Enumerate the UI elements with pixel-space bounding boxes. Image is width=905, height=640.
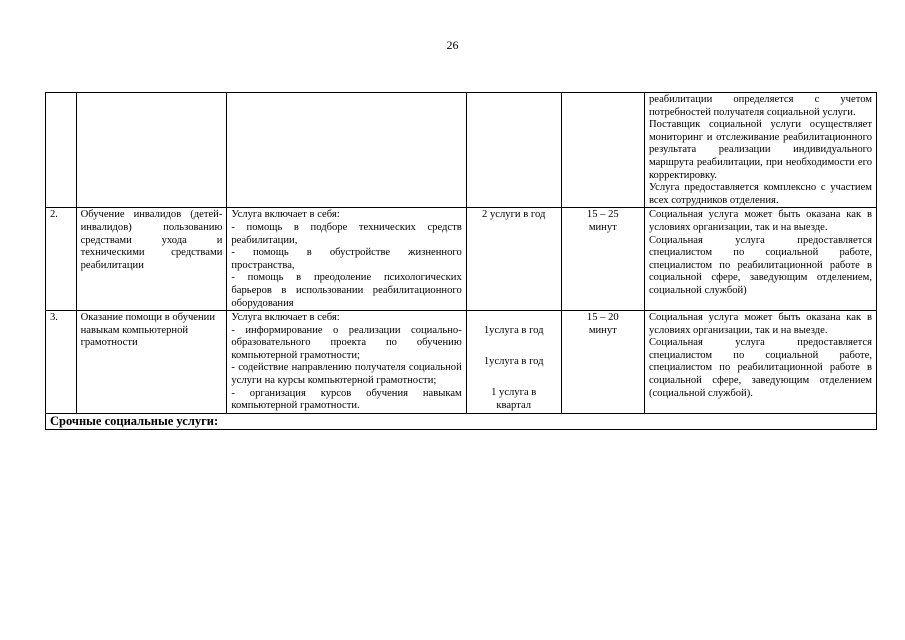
- volume-line: 2 услуги в год: [482, 209, 546, 221]
- section-heading-row: [46, 413, 877, 429]
- cell-number: [46, 93, 77, 208]
- cell-volume: [466, 93, 561, 208]
- conditions-paragraph: реабилитации определяется с учетом потребностей получателя социальной услуги.: [648, 94, 872, 118]
- volume-line: 1 услуга в квартал: [491, 387, 537, 412]
- content-line: - помощь в подборе технических средств реабилитации,: [231, 221, 462, 246]
- content-line: - помощь в обустройстве жизненного пространства,: [231, 247, 462, 271]
- cell-name: Оказание помощи в обучении навыкам компьютерной грамотности: [76, 311, 227, 414]
- volume-line: 1услуга в год: [483, 325, 544, 337]
- section-heading: Срочные социальные услуги:: [46, 413, 877, 429]
- cell-name: [76, 93, 227, 208]
- cell-content: [227, 208, 466, 311]
- conditions-paragraph: Социальная услуга может быть оказана как в условиях организации, так и на выезде.: [648, 209, 872, 233]
- content-line: - помощь в преодоление психологических барьеров в использовании реабилитационного оборудования: [231, 272, 462, 309]
- cell-content: [227, 311, 466, 414]
- cell-time: [561, 93, 644, 208]
- cell-conditions: [644, 208, 876, 311]
- content-line: - организация курсов обучения навыкам компьютерной грамотности.: [231, 387, 462, 412]
- cell-time: [561, 208, 644, 311]
- cell-conditions: [644, 311, 876, 414]
- conditions-paragraph: Поставщик социальной услуги осуществляет мониторинг и отслеживание реабилитационного результата реализации индивидуального маршрута реабилитации, при необходимости его корректировку.: [648, 119, 872, 181]
- conditions-paragraph: Услуга предоставляется комплексно с участием всех сотрудников отделения.: [648, 182, 872, 206]
- content-line: - содействие направлению получателя социальной услуги на курсы компьютерной грамотности;: [231, 362, 462, 387]
- time-value: 15 – 20 минут: [586, 312, 619, 336]
- table-row-3: [46, 311, 877, 414]
- services-table: [45, 92, 877, 430]
- volume-line: 1услуга в год: [483, 356, 544, 368]
- cell-name: Обучение инвалидов (детей-инвалидов) пользованию средствами ухода и техническими средствами реабилитации: [76, 208, 227, 311]
- conditions-paragraph: Социальная услуга предоставляется специалистом по социальной работе, специалистом по реабилитационной работе в социальной сфере, заведующим отделением (социальной службой).: [648, 337, 872, 399]
- table-row-continuation: [46, 93, 877, 208]
- cell-number: 2.: [46, 208, 77, 311]
- conditions-paragraph: Социальная услуга может быть оказана как в условиях организации, так и на выезде.: [648, 312, 872, 336]
- content-line: Услуга включает в себя:: [231, 209, 340, 221]
- table-row-2: [46, 208, 877, 311]
- page-number: 26: [446, 38, 459, 52]
- cell-number: 3.: [46, 311, 77, 414]
- content-line: Услуга включает в себя:: [231, 312, 340, 324]
- cell-time: [561, 311, 644, 414]
- cell-volume: [466, 208, 561, 311]
- conditions-paragraph: Социальная услуга предоставляется специалистом по социальной работе, специалистом по реабилитационной работе в социальной сфере, заведующим отделением, социальной службой): [648, 234, 872, 296]
- cell-volume: [466, 311, 561, 414]
- cell-conditions: [644, 93, 876, 208]
- cell-content: [227, 93, 466, 208]
- time-value: 15 – 25 минут: [586, 209, 619, 233]
- content-line: - информирование о реализации социально-образовательного проекта по обучению компьютерной грамотности;: [231, 324, 462, 361]
